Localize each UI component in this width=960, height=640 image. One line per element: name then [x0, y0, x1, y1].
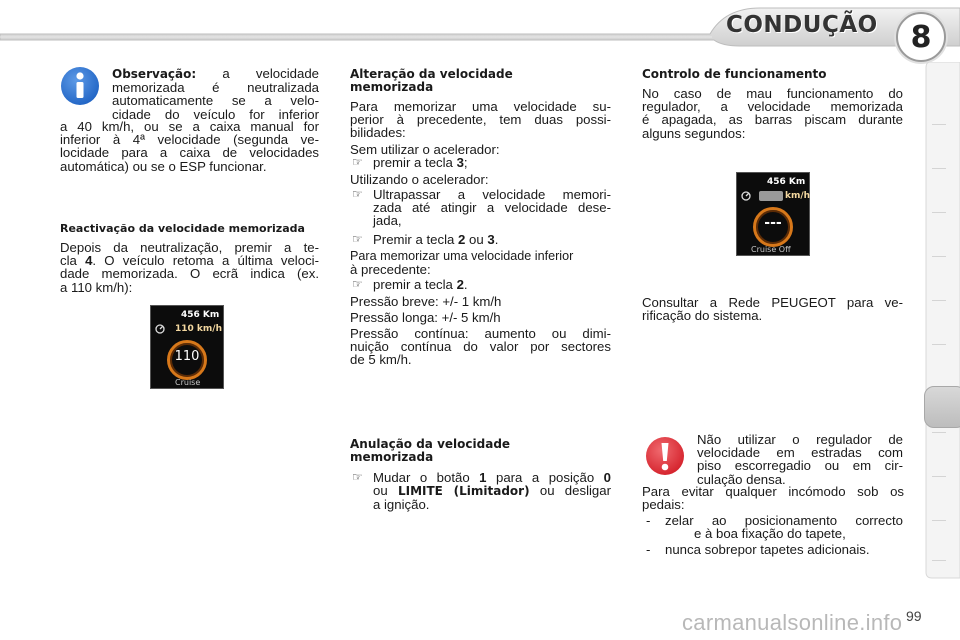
using-accel: Utilizando o acelerador: — [350, 172, 489, 187]
note-label: Observação: — [112, 67, 197, 81]
cancel-heading — [350, 438, 510, 464]
bullet-1 — [373, 156, 468, 169]
tab-divider — [932, 168, 946, 169]
cruise-mode-label: Cruise Off — [751, 245, 791, 254]
dash-item-1 — [665, 514, 903, 540]
speed-value: 110 — [174, 349, 200, 364]
warning-line: piso escorregadio ou em cir- — [697, 458, 903, 474]
bullet-line: Ultrapassar a velocidade memori- — [373, 187, 611, 202]
dash-line: zelar ao posicionamento correcto — [665, 513, 903, 528]
key-number: 3 — [487, 232, 495, 247]
cruise-display-off — [736, 172, 810, 256]
active-chapter-tab[interactable] — [924, 386, 960, 428]
page-number: 99 — [906, 608, 922, 624]
limit-label: LIMITE (Limitador) — [397, 484, 530, 499]
press-line: de 5 km/h. — [350, 352, 412, 368]
bullet-3 — [373, 233, 498, 246]
chapter-title: CONDUÇÃO — [726, 12, 878, 38]
tab-divider — [932, 212, 946, 213]
pointing-hand-icon: ☞ — [352, 470, 363, 484]
change-line: Sem utilizar o acelerador: — [350, 141, 500, 157]
list-dash: - — [646, 542, 651, 557]
control-line: regulador, a velocidade memorizada — [642, 99, 903, 115]
set-speed-unit: km/h — [785, 191, 811, 201]
tab-divider — [932, 476, 946, 477]
bullet-line: zada até atingir a velocidade dese- — [373, 200, 611, 216]
tab-divider — [932, 344, 946, 345]
change-heading-line: memorizada — [350, 80, 434, 94]
bullet-4 — [373, 278, 468, 291]
key-number: 0 — [603, 470, 611, 485]
exclamation-icon — [645, 436, 685, 476]
bullet-text: premir a tecla — [373, 277, 457, 292]
dash-line: e à boa fixação do tapete, — [694, 526, 846, 542]
blinking-dashes: --- — [764, 215, 782, 231]
odometer-reading: 456 Km — [181, 310, 220, 320]
lower-line: à precedente: — [350, 262, 431, 278]
tab-divider — [932, 520, 946, 521]
bullet-text: . — [494, 232, 499, 247]
bullet-text: ou — [465, 232, 488, 247]
cancel-text: a ignição. — [373, 497, 430, 513]
note-body — [60, 120, 319, 173]
set-speed: 110 km/h — [175, 324, 222, 334]
bullet-text: Premir a tecla — [373, 232, 459, 247]
chapter-number: 8 — [910, 19, 932, 55]
tab-divider — [932, 560, 946, 561]
cruise-symbol-icon — [741, 190, 753, 201]
cruise-mode-label: Cruise — [175, 378, 201, 387]
control-line: No caso de mau funcionamento do — [642, 86, 903, 101]
reactivation-line: cla — [60, 253, 86, 269]
pointing-hand-icon: ☞ — [352, 232, 363, 246]
masked-speed-bar — [759, 191, 783, 201]
change-line: perior à precedente, tem duas possi- — [350, 112, 611, 128]
press-long: Pressão longa: +/- 5 km/h — [350, 310, 501, 325]
pedal-line: pedais: — [642, 497, 685, 513]
warning-line: Não utilizar o regulador de — [697, 432, 903, 447]
lower-intro — [350, 250, 612, 276]
reactivation-line: dade memorizada. O ecrã indica (ex. — [60, 266, 319, 282]
press-short: Pressão breve: +/- 1 km/h — [350, 294, 502, 309]
note-line: locidade para a caixa de velocidades — [60, 145, 319, 161]
bullet-line: jada, — [373, 213, 402, 229]
pedal-line: Para evitar qualquer incómodo sob os — [642, 484, 904, 499]
change-line: Para memorizar uma velocidade su- — [350, 99, 611, 114]
note-line: cidade do veículo for inferior — [112, 106, 319, 122]
cancel-text: para a posição — [486, 470, 604, 485]
note-line: memorizada é neutralizada — [112, 80, 319, 96]
dash-item-2: nunca sobrepor tapetes adicionais. — [665, 542, 870, 557]
list-dash: - — [646, 513, 651, 528]
control-heading: Controlo de funcionamento — [642, 67, 827, 81]
key-number: 3 — [456, 155, 464, 170]
reactivation-line: . O veículo retoma a última veloci- — [92, 253, 319, 269]
cancel-text: ou desligar — [529, 483, 611, 499]
press-continuous — [350, 327, 611, 367]
cancel-heading-line: memorizada — [350, 450, 434, 464]
consult-body — [642, 296, 903, 322]
tab-divider — [932, 300, 946, 301]
key-number: 2 — [458, 232, 466, 247]
change-line: bilidades: — [350, 125, 406, 141]
pointing-hand-icon: ☞ — [352, 187, 363, 201]
bullet-2 — [373, 188, 611, 228]
note-line: a velocidade — [222, 66, 319, 81]
info-icon — [60, 66, 100, 106]
cruise-display-110 — [150, 305, 224, 389]
key-number: 4 — [85, 253, 93, 269]
note-intro — [112, 67, 319, 121]
tab-divider — [932, 256, 946, 257]
tab-divider — [932, 124, 946, 125]
key-number: 1 — [479, 470, 487, 485]
cancel-text: ou — [373, 483, 398, 499]
cruise-symbol-icon — [155, 323, 167, 334]
warning-body — [697, 433, 903, 486]
consult-line: Consultar a Rede PEUGEOT para ve- — [642, 295, 903, 310]
pedal-intro — [642, 485, 904, 511]
pointing-hand-icon: ☞ — [352, 277, 363, 291]
tab-divider — [932, 432, 946, 433]
control-line: é apagada, as barras piscam durante — [642, 112, 903, 128]
note-line: a 40 km/h, ou se a caixa manual for — [60, 119, 319, 134]
warning-line: culação densa. — [697, 471, 786, 487]
change-intro — [350, 100, 611, 156]
cancel-text: Mudar o botão — [373, 470, 480, 485]
cancel-heading-line: Anulação da velocidade — [350, 437, 511, 451]
chapter-number-badge — [896, 12, 946, 62]
reactivation-line: Depois da neutralização, premir a te- — [60, 240, 319, 255]
control-body — [642, 87, 903, 140]
change-heading-line: Alteração da velocidade — [350, 67, 513, 81]
press-line: Pressão contínua: aumento ou dimi- — [350, 326, 611, 341]
bullet-text: premir a tecla — [373, 155, 457, 170]
control-line: alguns segundos: — [642, 125, 746, 141]
pointing-hand-icon: ☞ — [352, 155, 363, 169]
lower-line: Para memorizar uma velocidade inferior — [350, 249, 574, 263]
reactivation-heading: Reactivação da velocidade memorizada — [60, 222, 305, 235]
bullet-text: . — [463, 277, 468, 292]
reactivation-line: a 110 km/h): — [60, 279, 133, 295]
note-line: automática) ou se o ESP funcionar. — [60, 158, 267, 174]
consult-line: rificação do sistema. — [642, 308, 763, 324]
note-line: automaticamente se a velo- — [112, 93, 319, 109]
change-heading — [350, 68, 513, 94]
reactivation-body — [60, 241, 319, 294]
bullet-text: ; — [463, 155, 468, 170]
odometer-reading: 456 Km — [767, 177, 806, 187]
warning-line: velocidade em estradas com — [697, 445, 903, 461]
watermark: carmanualsonline.info — [682, 610, 903, 635]
key-number: 2 — [456, 277, 464, 292]
cancel-body — [373, 471, 611, 512]
press-line: nuição contínua do valor por sectores — [350, 339, 611, 355]
note-line: inferior à 4ª velocidade (segunda ve- — [60, 132, 319, 148]
chapter-tab-rail — [922, 62, 960, 582]
